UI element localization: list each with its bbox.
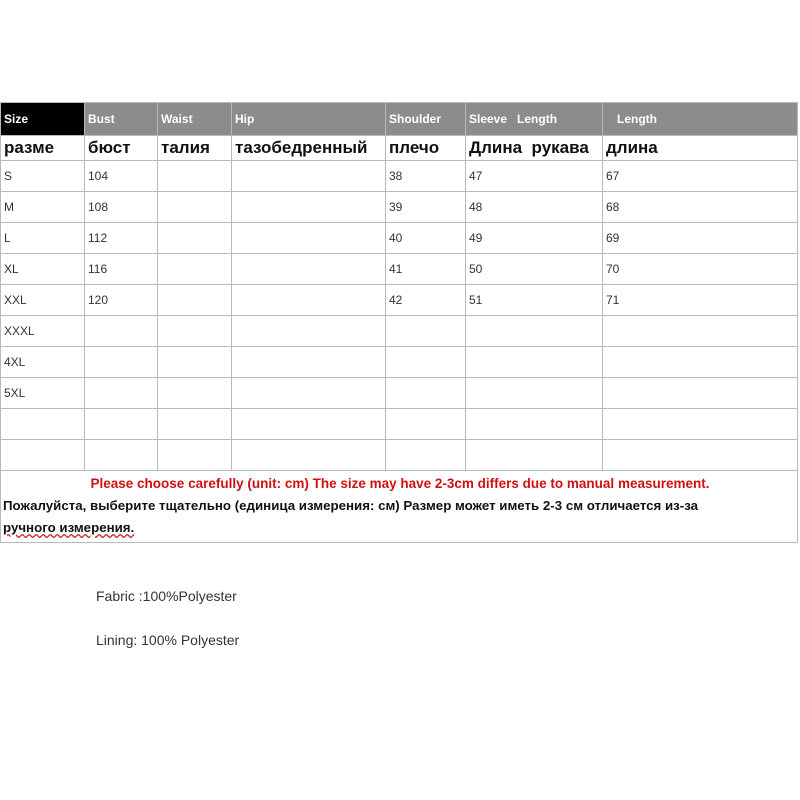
- table-row: [1, 254, 798, 285]
- cell-sleeve-length: 47: [466, 161, 603, 192]
- cell-waist: [158, 223, 232, 254]
- cell-bust: 112: [85, 223, 158, 254]
- cell-hip: [232, 192, 386, 223]
- cell-waist: [158, 347, 232, 378]
- cell-hip: [232, 254, 386, 285]
- cell-shoulder: [386, 378, 466, 409]
- cell-length: 69: [603, 223, 798, 254]
- note-row: [1, 471, 798, 543]
- cell-waist: [158, 285, 232, 316]
- cell-length: 68: [603, 192, 798, 223]
- cell-shoulder: [386, 440, 466, 471]
- cell-bust: [85, 409, 158, 440]
- cell-bust: [85, 440, 158, 471]
- cell-shoulder: 41: [386, 254, 466, 285]
- cell-shoulder: 38: [386, 161, 466, 192]
- cell-length: 70: [603, 254, 798, 285]
- cell-bust: [85, 347, 158, 378]
- header-ru-waist: талия: [158, 136, 232, 161]
- cell-bust: 120: [85, 285, 158, 316]
- header-shoulder: Shoulder: [386, 103, 466, 136]
- header-bust: Bust: [85, 103, 158, 136]
- cell-bust: [85, 316, 158, 347]
- cell-hip: [232, 223, 386, 254]
- cell-length: [603, 378, 798, 409]
- measurement-note-english: Please choose carefully (unit: cm) The size may have 2-3cm differs due to manual measurement.: [90, 476, 710, 491]
- cell-hip: [232, 378, 386, 409]
- cell-waist: [158, 192, 232, 223]
- cell-sleeve-length: [466, 347, 603, 378]
- cell-size: XL: [1, 254, 85, 285]
- header-size: Size: [1, 103, 85, 136]
- cell-sleeve-length: [466, 440, 603, 471]
- cell-hip: [232, 316, 386, 347]
- header-ru-sleeve-length: Длина рукава: [466, 136, 603, 161]
- table-row: [1, 440, 798, 471]
- table-row: [1, 192, 798, 223]
- cell-sleeve-length: [466, 316, 603, 347]
- cell-size: 5XL: [1, 378, 85, 409]
- cell-bust: 104: [85, 161, 158, 192]
- cell-sleeve-length: 51: [466, 285, 603, 316]
- cell-length: [603, 316, 798, 347]
- cell-size: S: [1, 161, 85, 192]
- header-ru-size: разме: [1, 136, 85, 161]
- table-row: [1, 378, 798, 409]
- measurement-note-russian-line2: ручного измерения.: [3, 520, 135, 535]
- cell-length: [603, 409, 798, 440]
- cell-size: XXL: [1, 285, 85, 316]
- cell-size: 4XL: [1, 347, 85, 378]
- cell-waist: [158, 316, 232, 347]
- cell-size: L: [1, 223, 85, 254]
- measurement-note-russian-line1: Пожалуйста, выберите тщательно (единица измерения: см) Размер может иметь 2-3 см отличается из-за: [3, 498, 699, 513]
- cell-length: 67: [603, 161, 798, 192]
- cell-hip: [232, 347, 386, 378]
- cell-waist: [158, 440, 232, 471]
- cell-shoulder: [386, 316, 466, 347]
- cell-size: [1, 409, 85, 440]
- cell-sleeve-length: [466, 409, 603, 440]
- cell-sleeve-length: 48: [466, 192, 603, 223]
- header-hip: Hip: [232, 103, 386, 136]
- fabric-info: Fabric :100%Polyester: [96, 588, 237, 604]
- cell-shoulder: [386, 347, 466, 378]
- cell-waist: [158, 161, 232, 192]
- table-row: [1, 347, 798, 378]
- header-waist: Waist: [158, 103, 232, 136]
- cell-size: [1, 440, 85, 471]
- cell-shoulder: 42: [386, 285, 466, 316]
- cell-sleeve-length: 50: [466, 254, 603, 285]
- table-row: [1, 161, 798, 192]
- measurement-note-russian: [3, 495, 797, 539]
- cell-bust: 108: [85, 192, 158, 223]
- cell-waist: [158, 378, 232, 409]
- table-row: [1, 223, 798, 254]
- header-sleeve-length: Sleeve Length: [466, 103, 603, 136]
- cell-shoulder: 40: [386, 223, 466, 254]
- cell-bust: 116: [85, 254, 158, 285]
- cell-hip: [232, 161, 386, 192]
- cell-sleeve-length: [466, 378, 603, 409]
- lining-info: Lining: 100% Polyester: [96, 632, 240, 648]
- cell-size: XXXL: [1, 316, 85, 347]
- header-ru-shoulder: плечо: [386, 136, 466, 161]
- cell-hip: [232, 440, 386, 471]
- header-ru-hip: тазобедренный: [232, 136, 386, 161]
- cell-bust: [85, 378, 158, 409]
- cell-length: [603, 347, 798, 378]
- cell-waist: [158, 409, 232, 440]
- header-ru-bust: бюст: [85, 136, 158, 161]
- table-row: [1, 316, 798, 347]
- table-row: [1, 409, 798, 440]
- cell-length: [603, 440, 798, 471]
- header-row-russian: [1, 136, 798, 161]
- cell-hip: [232, 409, 386, 440]
- cell-sleeve-length: 49: [466, 223, 603, 254]
- header-length: Length: [603, 103, 798, 136]
- note-cell: [1, 471, 798, 543]
- header-ru-length: длина: [603, 136, 798, 161]
- table-row: [1, 285, 798, 316]
- header-row-english: [1, 103, 798, 136]
- cell-shoulder: 39: [386, 192, 466, 223]
- cell-hip: [232, 285, 386, 316]
- cell-length: 71: [603, 285, 798, 316]
- cell-shoulder: [386, 409, 466, 440]
- cell-size: M: [1, 192, 85, 223]
- size-chart-table: [0, 102, 798, 543]
- cell-waist: [158, 254, 232, 285]
